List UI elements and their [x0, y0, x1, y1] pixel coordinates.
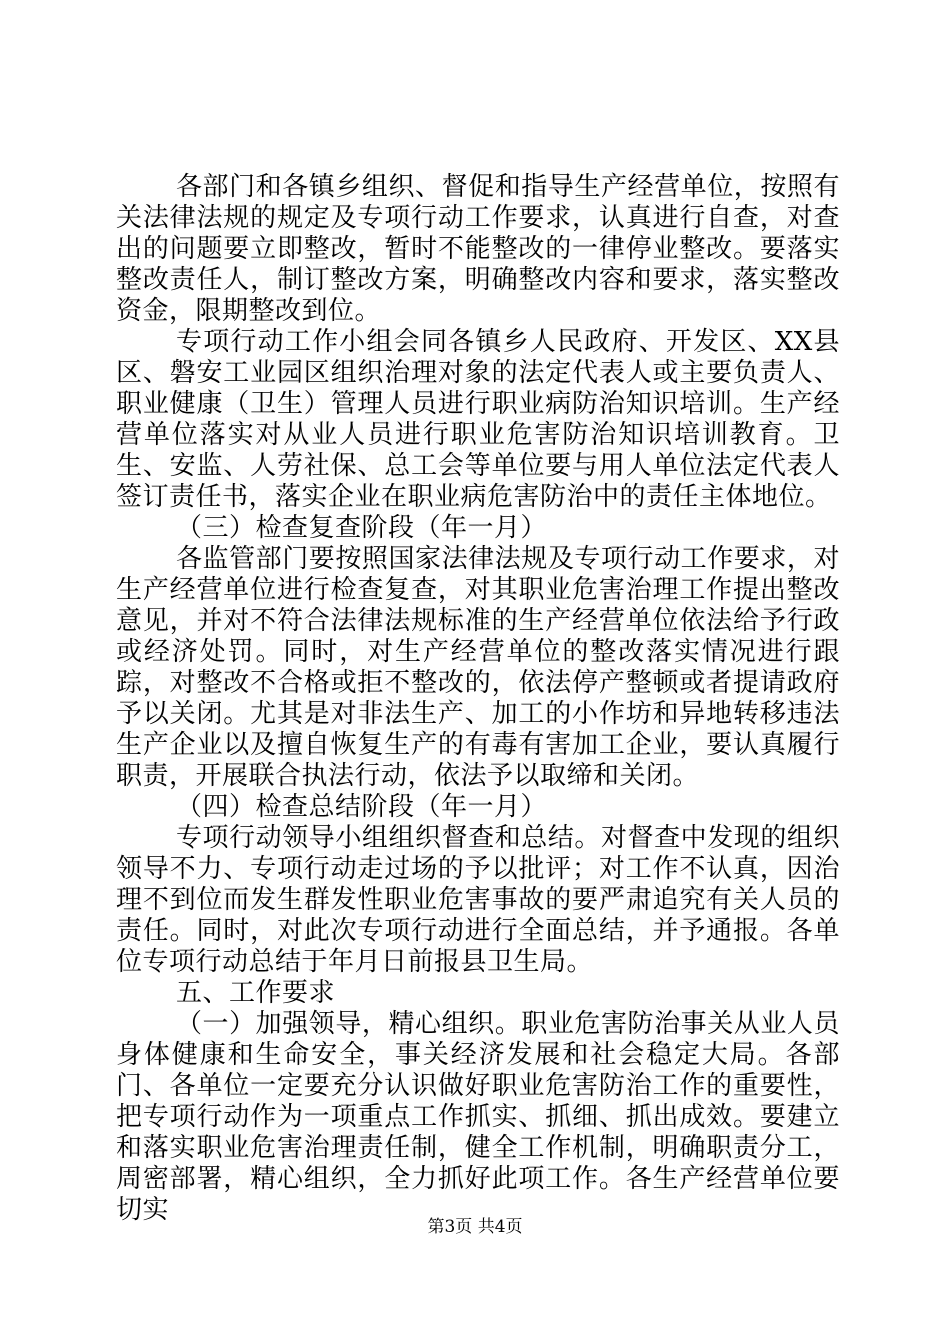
paragraph-self-inspection: 各部门和各镇乡组织、督促和指导生产经营单位，按照有关法律法规的规定及专项行动工作要求，认真进行自查，对查出的问题要立即整改，暂时不能整改的一律停业整改。要落实整改责任人，制订整改方案，明确整改内容和要求，落实整改资金，限期整改到位。 — [116, 172, 840, 326]
paragraph-leadership: （一）加强领导，精心组织。职业危害防治事关从业人员身体健康和生命安全，事关经济发展和社会稳定大局。各部门、各单位一定要充分认识做好职业危害防治工作的重要性，把专项行动作为一项重点工作抓实、抓细、抓出成效。要建立和落实职业危害治理责任制，健全工作机制，明确职责分工，周密部署，精心组织，全力抓好此项工作。各生产经营单位要切实 — [116, 1009, 840, 1225]
document-body — [116, 172, 840, 1226]
page-footer: 第3页 共4页 — [427, 1217, 523, 1237]
paragraph-summary: 专项行动领导小组组织督查和总结。对督查中发现的组织领导不力、专项行动走过场的予以批评；对工作不认真，因治理不到位而发生群发性职业危害事故的要严肃追究有关人员的责任。同时，对此次专项行动进行全面总结，并予通报。各单位专项行动总结于年月日前报县卫生局。 — [116, 823, 840, 977]
paragraph-review: 各监管部门要按照国家法律法规及专项行动工作要求，对生产经营单位进行检查复查，对其职业危害治理工作提出整改意见，并对不符合法律法规标准的生产经营单位依法给予行政或经济处罚。同时，对生产经营单位的整改落实情况进行跟踪，对整改不合格或拒不整改的，依法停产整顿或者提请政府予以关闭。尤其是对非法生产、加工的小作坊和异地转移违法生产企业以及擅自恢复生产的有毒有害加工企业，要认真履行职责，开展联合执法行动，依法予以取缔和关闭。 — [116, 544, 840, 791]
heading-summary-stage: （四）检查总结阶段（年一月） — [176, 792, 548, 822]
heading-work-requirements: 五、工作要求 — [176, 978, 336, 1008]
paragraph-training: 专项行动工作小组会同各镇乡人民政府、开发区、XX县区、磐安工业园区组织治理对象的法定代表人或主要负责人、职业健康（卫生）管理人员进行职业病防治知识培训。生产经营单位落实对从业人员进行职业危害防治知识培训教育。卫生、安监、人劳社保、总工会等单位要与用人单位法定代表人签订责任书，落实企业在职业病危害防治中的责任主体地位。 — [116, 327, 840, 512]
heading-review-stage: （三）检查复查阶段（年一月） — [176, 513, 548, 543]
